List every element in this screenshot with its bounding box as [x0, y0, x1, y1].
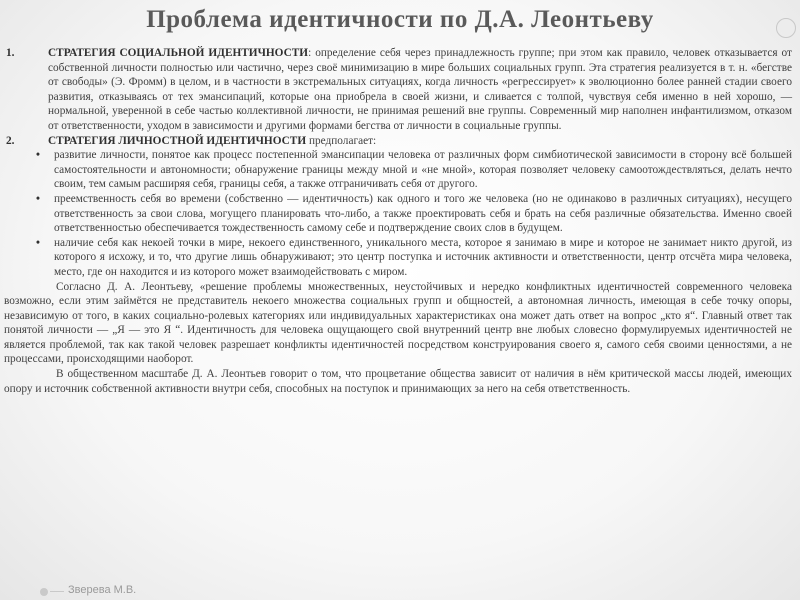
bullet-icon: • — [36, 236, 40, 249]
footer-divider — [50, 591, 64, 592]
bullet-icon: • — [36, 192, 40, 205]
slide-content — [4, 46, 792, 396]
bullet-icon: • — [36, 149, 40, 162]
bullet-item — [4, 148, 792, 192]
numbered-item-1 — [4, 46, 792, 134]
bullet-text: развитие личности, понятое как процесс постепенной эмансипации человека от различных форм симбиотической зависимости в сторону всё большей самостоятельности и автономности; обнаружение границы между мной и «не мной», которая позволяет человеку самоотождествляться, делать нечто своим, тем самым расширяя себя, границы себя, а также отграничивать себя от другого. — [54, 149, 792, 191]
footer-author: Зверева М.В. — [68, 584, 137, 596]
footer-dot-icon — [40, 588, 48, 596]
bullet-text: наличие себя как некоей точки в мире, некоего единственного, уникального места, которое я занимаю в мире и которое не занимает никто другой, из которого я исхожу, и то, что другие лишь обнаруживают; это центр поступка и источник активности и ответственности, центр отсчёта мира человека, место, где он находится и из которого может взаимодействовать с миром. — [54, 236, 792, 278]
item-text: предполагает: — [306, 134, 377, 147]
bullet-item — [4, 192, 792, 236]
paragraph: Согласно Д. А. Леонтьеву, «решение проблемы множественных, неустойчивых и нередко конфликтных идентичностей современного человека возможно, если этим займётся не представитель некоего множества социальных групп и общностей, а автономная личность, имеющая в себе точку опоры, независимую от того, в каких социально-ролевых категориях или индивидуальных характеристиках она может дать ответ на вопрос „кто я“. Главный ответ так понятой личности — „Я — это Я “. Идентичность для человека ощущающего свой внутренний центр вне любых словесно формулируемых идентичностей не является проблемой, так как такой человек разрешает конфликты идентичностей посредством конструирования своего я, самого себя своими ценностями, а не процессами, происходящими наоборот. — [4, 280, 792, 366]
paragraph: В общественном масштабе Д. А. Леонтьев говорит о том, что процветание общества зависит от наличия в нём критической массы людей, имеющих опору и источник собственной активности внутри себя, способных на поступок и принимающих за него на себя ответственность. — [4, 368, 792, 395]
item-number: 2. — [6, 134, 15, 147]
item-text: : определение себя через принадлежность группе; при этом как правило, человек отказывается от собственной личности полностью или частично, через своё минимизацию в мире больших социальных групп. Эта стратегия реализуется в т. н. «бегстве от свободы» (Э. Фромм) в целом, и в частности в экстремальных ситуациях, когда личность «регрессирует» к эволюционно более ранней стадии своего развития, отказываясь от тех эмансипаций, которые она приобрела в своей жизни, и сливается с толпой, чувствуя себя именно в ней хорошо, — нормальной, уверенной в себе частью коллективной личности, не принимая решений вне группы. Современный мир наполнен инфантилизмом, отказом от ответственности, уходом в зависимости и другими формами бегства от личности в социальные группы. — [48, 47, 792, 132]
item-heading: СТРАТЕГИЯ СОЦИАЛЬНОЙ ИДЕНТИЧНОСТИ — [48, 47, 309, 59]
item-heading: СТРАТЕГИЯ ЛИЧНОСТНОЙ ИДЕНТИЧНОСТИ — [48, 134, 307, 147]
item-number: 1. — [6, 47, 15, 59]
bullet-item — [4, 236, 792, 280]
bullet-text: преемственность себя во времени (собственно — идентичность) как одного и того же человека (но не одинаково в различных ситуациях), несущего ответственность за свои слова, могущего планировать что-либо, а также проектировать себя и брать на себя различные обязательства. Именно своей ответственностью обеспечивается тождественность самому себе и подтверждение своих слов в будущем. — [54, 192, 792, 235]
slide-title: Проблема идентичности по Д.А. Леонтьеву — [146, 6, 654, 33]
numbered-item-2 — [4, 134, 792, 149]
